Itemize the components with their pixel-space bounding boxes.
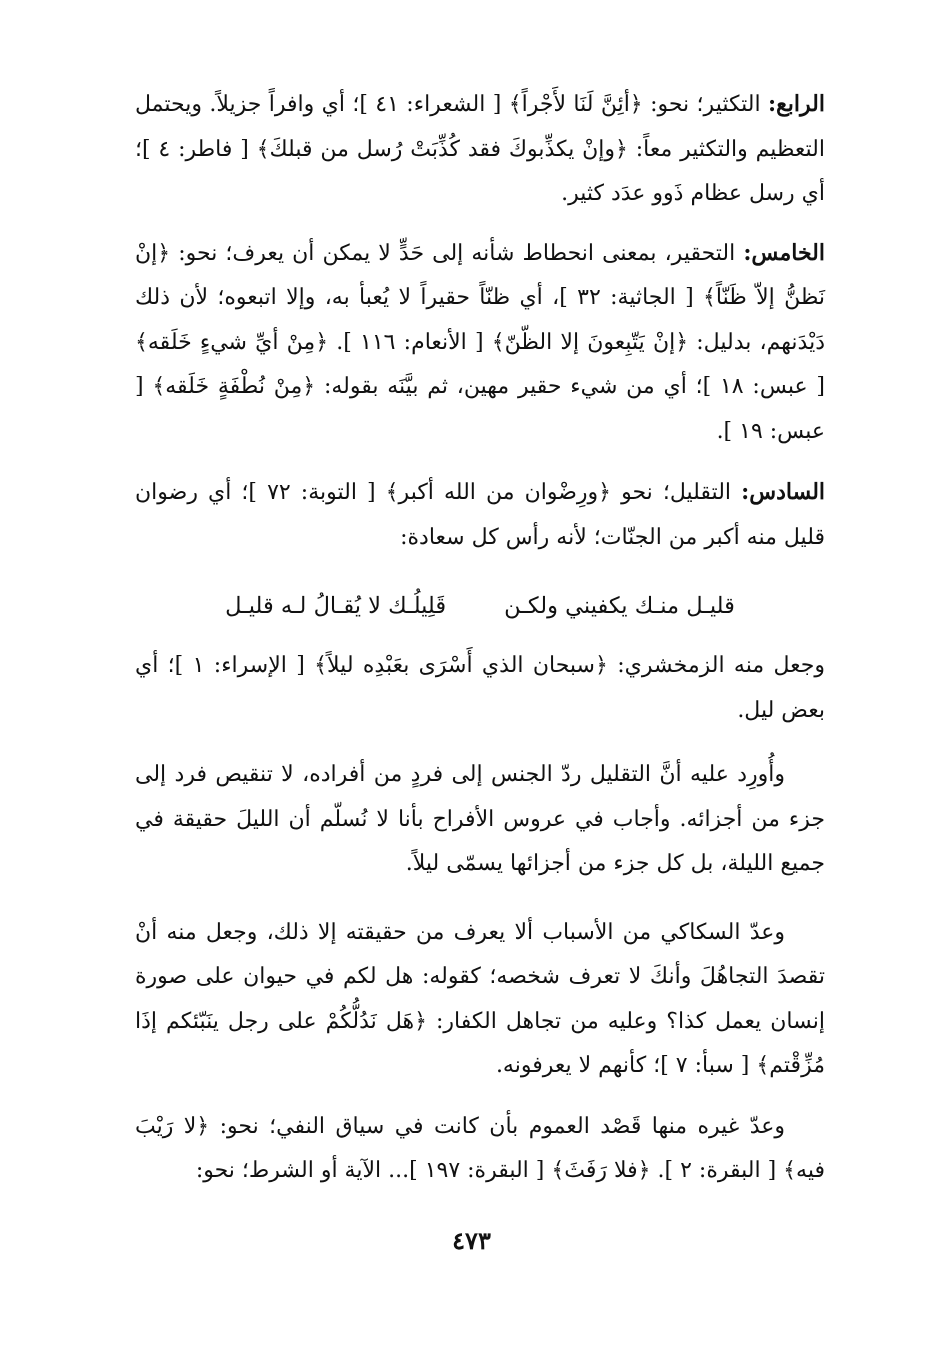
section-heading-fifth: الخامس: — [743, 239, 825, 266]
page-number: ٤٧٣ — [452, 1226, 491, 1255]
paragraph-sixth — [135, 470, 825, 560]
verse-first-hemistich: قليـل منـك يكفيني ولكـن — [504, 593, 735, 619]
section-heading-fourth: الرابع: — [767, 91, 825, 117]
paragraph-zamakhshari: وجعل منه الزمخشري: ﴿سبحان الذي أَسْرَى بعَبْدِه ليلاً﴾ [ الإسراء: ١ ]؛ أي بعض ليل. — [135, 653, 825, 723]
paragraph-fourth — [135, 82, 825, 217]
paragraph-fourth-text: التكثير؛ نحو: ﴿أئِنَّ لَنَا لأَجْراً﴾ [ الشعراء: ٤١ ]؛ أي وافراً جزيلاً. ويحتمل التعظيم والتكثير معاً: ﴿وإنْ يكذِّبوكَ فقد كُذِّبَتْ رُسل من قبلكَ﴾ [ فاطر: ٤ ]؛ أي رسل عظام ذَوو عدَد كثير. — [135, 92, 825, 206]
paragraph-objection: وأُورِد عليه أنَّ التقليل ردّ الجنس إلى فردٍ من أفراده، لا تنقيص فرد إلى جزء من أجزائه. وأجاب في عروس الأفراح بأنا لا نُسلّم أن الليلَ حقيقة في جميع الليلة، بل كل جزء من أجزائها يسمّى ليلاً. — [135, 762, 825, 876]
page-body — [135, 82, 825, 1194]
section-heading-sixth: السادس: — [741, 479, 826, 505]
poetry-verse — [135, 586, 825, 626]
paragraph-generality: وعدّ غيره منها قَصْد العموم بأن كانت في سياق النفي؛ نحو: ﴿لا رَيْبَ فيه﴾ [ البقرة: ٢ ]. ﴿فلا رَفَثَ﴾ [ البقرة: ١٩٧ ]... الآية أو الشرط؛ نحو: — [135, 1113, 825, 1183]
verse-second-hemistich: قَلِيلُـك لا يُقـالُ لـه قليـل — [225, 593, 447, 619]
paragraph-fifth-text: التحقير، بمعنى انحطاط شأنه إلى حَدٍّ لا يمكن أن يعرف؛ نحو: ﴿إنْ نَظنُّ إلاّ ظَنّاً﴾ [ الجاثية: ٣٢ ]، أي ظنّاً حقيراً لا يُعبأ به، وإلا اتبعوه؛ لأن ذلك دَيْدَنهم، بدليل: ﴿إنْ يَتّبِعونَ إلا الظّنّ﴾ [ الأنعام: ١١٦ ]. ﴿مِنْ أيِّ شيءٍ خَلَقه﴾ [ عبس: ١٨ ]؛ أي من شيء حقير مهين، ثم بيَّنَه بقوله: ﴿مِنْ نُطْفَةٍ خَلَقه﴾ [ عبس: ١٩ ]. — [135, 240, 826, 444]
paragraph-sakkaki: وعدّ السكاكي من الأسباب ألا يعرف من حقيقته إلا ذلك، وجعل منه أنْ تقصدَ التجاهُلَ وأنكَ لا تعرف شخصه؛ كقوله: هل لكم في حيوان على صورة إنسان يعمل كذا؟ وعليه من تجاهل الكفار: ﴿هَل نَدُلُّكُمْ على رجل ينَبّئكم إذَا مُزِّقْتم﴾ [ سبأ: ٧ ]؛ كأنهم لا يعرفونه. — [135, 919, 825, 1078]
paragraph-fifth — [135, 231, 825, 455]
paragraph-sixth-text: التقليل؛ نحو ﴿ورِضْوان من الله أكبر﴾ [ التوبة: ٧٢ ]؛ أي رضوان قليل منه أكبر من الجنّات؛ لأنه رأس كل سعادة: — [135, 480, 825, 550]
